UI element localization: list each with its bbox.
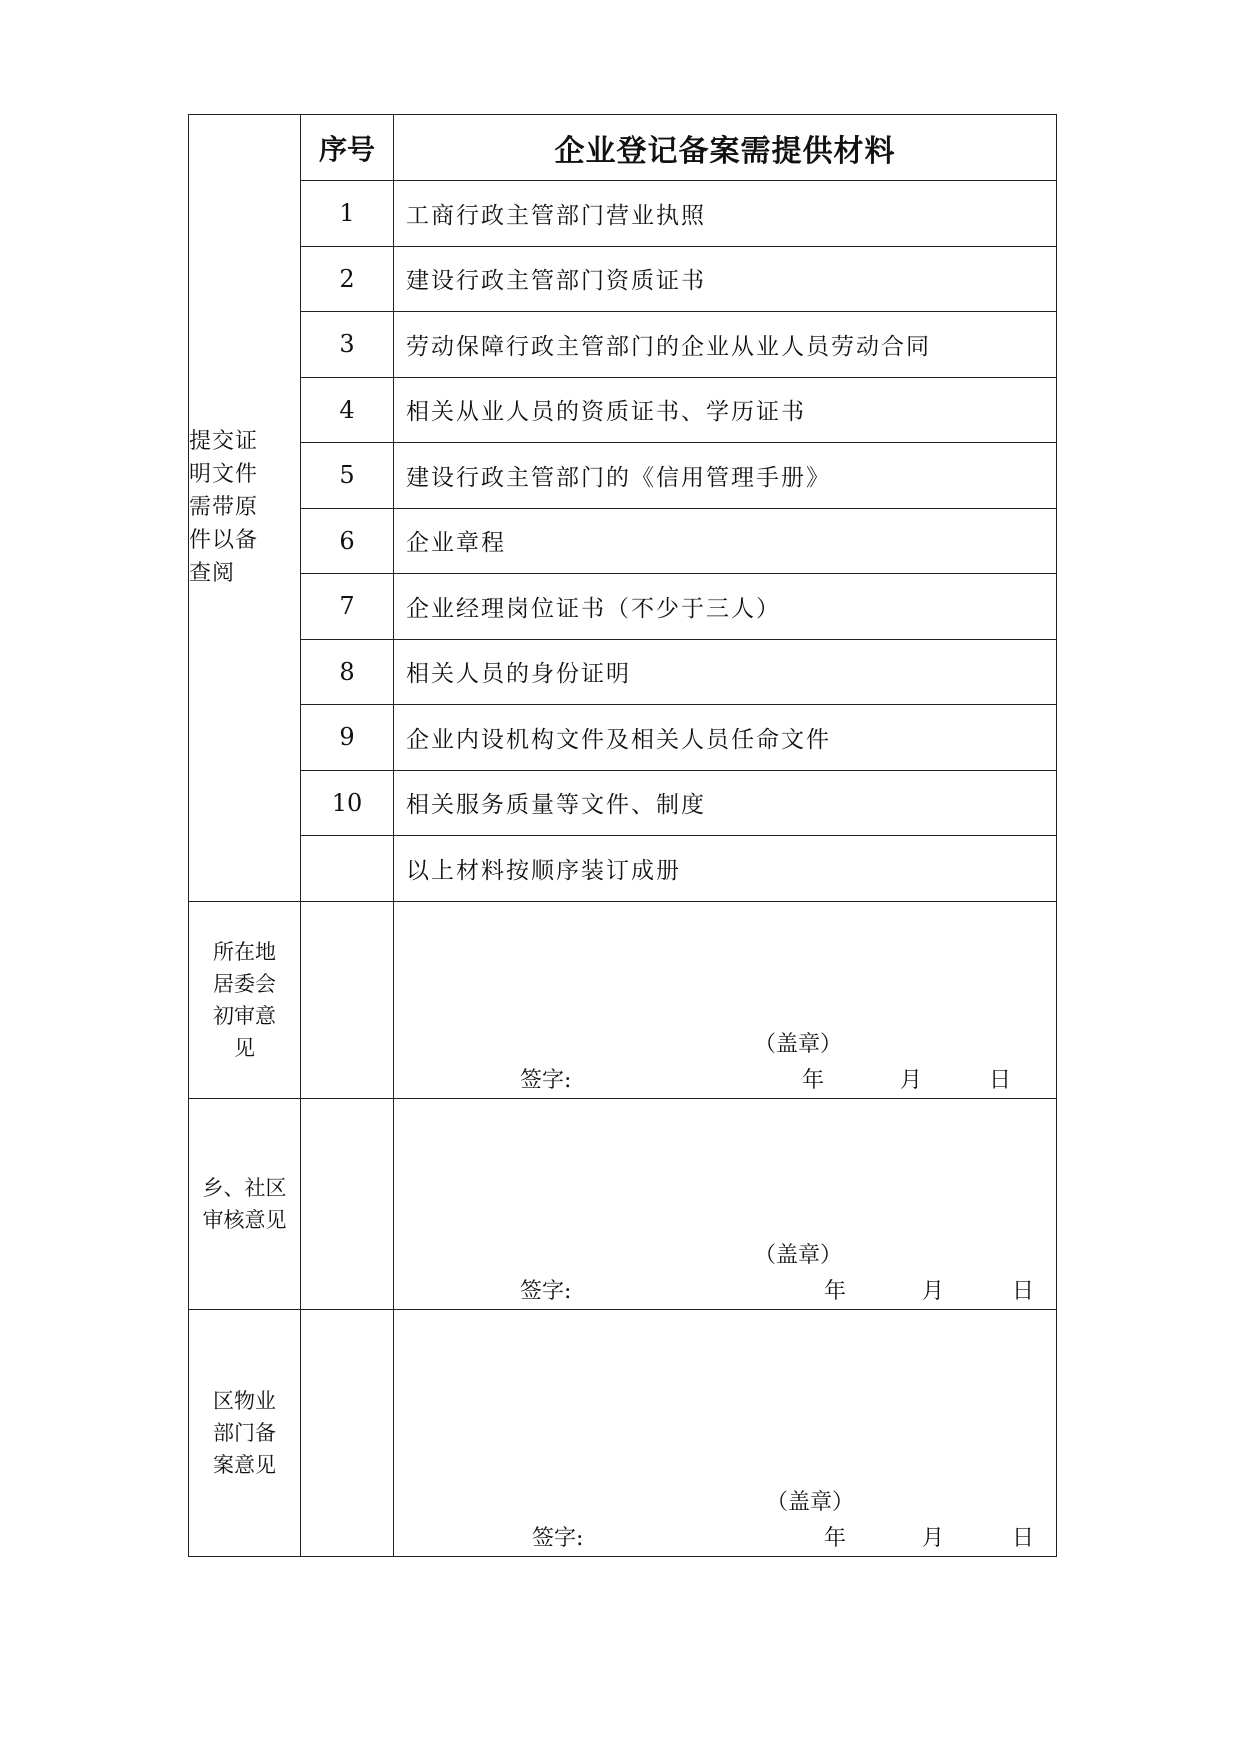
- table-row: [189, 770, 1057, 836]
- signature-label: 签字:: [520, 1278, 572, 1304]
- seal-label: （盖章）: [754, 1031, 843, 1057]
- item-number: 10: [301, 770, 394, 836]
- opinion-field[interactable]: [394, 1309, 1057, 1556]
- item-text: 相关从业人员的资质证书、学历证书: [394, 377, 1057, 443]
- item-text: 相关人员的身份证明: [394, 639, 1057, 705]
- header-number: 序号: [301, 115, 394, 181]
- table-row: [189, 377, 1057, 443]
- signature-block: [394, 1008, 1056, 1098]
- header-title: 企业登记备案需提供材料: [394, 115, 1057, 181]
- table-row: [189, 508, 1057, 574]
- table-row: [189, 312, 1057, 378]
- footer-note-row: [189, 836, 1057, 902]
- opinion-row-community: [189, 1098, 1057, 1309]
- item-number: 8: [301, 639, 394, 705]
- seal-label: （盖章）: [754, 1242, 843, 1268]
- item-number: 4: [301, 377, 394, 443]
- item-number: 2: [301, 246, 394, 312]
- opinion-label-text: 所在地居委会初审意见: [213, 939, 276, 1060]
- month-label: 月: [900, 1067, 923, 1093]
- opinion-label: [189, 1309, 301, 1556]
- materials-side-label: [189, 115, 301, 902]
- day-label: 日: [1012, 1278, 1035, 1304]
- signature-label: 签字:: [532, 1525, 584, 1551]
- item-number: 3: [301, 312, 394, 378]
- day-label: 日: [989, 1067, 1012, 1093]
- item-text: 建设行政主管部门的《信用管理手册》: [394, 443, 1057, 509]
- signature-block: [394, 1466, 1056, 1556]
- day-label: 日: [1012, 1525, 1035, 1551]
- item-number: 5: [301, 443, 394, 509]
- item-number: 1: [301, 181, 394, 247]
- signature-label: 签字:: [520, 1067, 572, 1093]
- item-text: 企业经理岗位证书（不少于三人）: [394, 574, 1057, 640]
- item-number: 7: [301, 574, 394, 640]
- opinion-empty-cell: [301, 1309, 394, 1556]
- item-text: 企业内设机构文件及相关人员任命文件: [394, 705, 1057, 771]
- opinion-label: [189, 901, 301, 1098]
- item-text: 劳动保障行政主管部门的企业从业人员劳动合同: [394, 312, 1057, 378]
- footer-note: 以上材料按顺序装订成册: [394, 836, 1057, 902]
- opinion-label-text: 乡、社区审核意见: [202, 1175, 287, 1232]
- opinion-label: [189, 1098, 301, 1309]
- opinion-row-residents-committee: [189, 901, 1057, 1098]
- signature-block: [394, 1219, 1056, 1309]
- month-label: 月: [922, 1525, 945, 1551]
- month-label: 月: [922, 1278, 945, 1304]
- item-text: 工商行政主管部门营业执照: [394, 181, 1057, 247]
- table-row: [189, 639, 1057, 705]
- opinion-field[interactable]: [394, 901, 1057, 1098]
- table-row: [189, 574, 1057, 640]
- opinion-row-property-dept: [189, 1309, 1057, 1556]
- seal-label: （盖章）: [766, 1489, 855, 1515]
- table-row: [189, 181, 1057, 247]
- year-label: 年: [802, 1067, 825, 1093]
- item-number: 6: [301, 508, 394, 574]
- table-row: [189, 246, 1057, 312]
- year-label: 年: [824, 1525, 847, 1551]
- opinion-label-text: 区物业部门备案意见: [213, 1388, 276, 1477]
- item-text: 企业章程: [394, 508, 1057, 574]
- registration-form-table: [188, 114, 1057, 1557]
- opinion-empty-cell: [301, 901, 394, 1098]
- table-row: [189, 705, 1057, 771]
- item-number: 9: [301, 705, 394, 771]
- year-label: 年: [824, 1278, 847, 1304]
- item-text: 相关服务质量等文件、制度: [394, 770, 1057, 836]
- header-row: [189, 115, 1057, 181]
- item-text: 建设行政主管部门资质证书: [394, 246, 1057, 312]
- materials-side-label-text: 提交证明文件需带原件以备查阅: [189, 429, 259, 587]
- table-row: [189, 443, 1057, 509]
- opinion-empty-cell: [301, 1098, 394, 1309]
- item-number-empty: [301, 836, 394, 902]
- opinion-field[interactable]: [394, 1098, 1057, 1309]
